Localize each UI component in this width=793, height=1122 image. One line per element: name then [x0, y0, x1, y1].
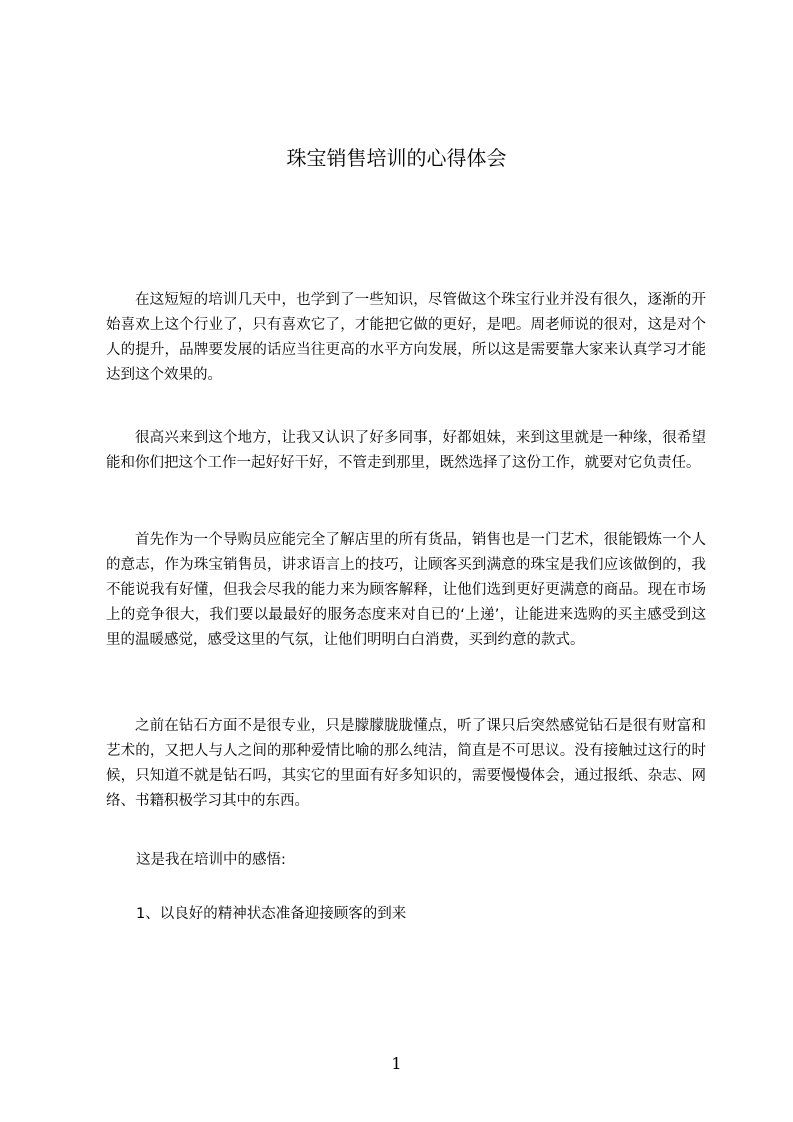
paragraph-3: 首先作为一个导购员应能完全了解店里的所有货品，销售也是一门艺术，很能锻炼一个人的意志，作为珠宝销售员，讲求语言上的技巧，让顾客买到满意的珠宝是我们应该做倒的，我不能说我有好懂，但我会尽我的能力来为顾客解释，让他们选到更好更满意的商品。现在市场上的竞争很大，我们要以最最好的服务态度来对自已的‘上递’，让能进来选购的买主感受到这里的温暖感觉，感受这里的气氛，让他们明明白白消费，买到约意的款式。 [106, 532, 706, 648]
page-title: 珠宝销售培训的心得体会 [286, 146, 507, 170]
summary-line: 这是我在培训中的感悟: [136, 852, 286, 868]
list-item: 1、以良好的精神状态准备迎接顾客的到来 [136, 906, 407, 922]
paragraph-2: 很高兴来到这个地方，让我又认识了好多同事，好都姐妹，来到这里就是一种缘，很希望能和你们把这个工作一起好好干好，不管走到那里，既然选择了这份工作，就要对它负责任。 [106, 430, 706, 471]
paragraph-4: 之前在钻石方面不是很专业，只是朦朦胧胧懂点，听了课只后突然感觉钻石是很有财富和艺术的，又把人与人之间的那种爱情比喻的那么纯洁，简直是不可思议。没有接触过这行的时候，只知道不就是钻石吗，其实它的里面有好多知识的，需要慢慢体会，通过报纸、杂志、网络、书籍积极学习其中的东西。 [106, 718, 706, 809]
page-number: 1 [391, 1054, 402, 1073]
paragraph-1: 在这短短的培训几天中，也学到了一些知识，尽管做这个珠宝行业并没有很久，逐渐的开始喜欢上这个行业了，只有喜欢它了，才能把它做的更好，是吧。周老师说的很对，这是对个人的提升，品牌要发展的话应当往更高的水平方向发展，所以这是需要靠大家来认真学习才能达到这个效果的。 [106, 292, 706, 383]
